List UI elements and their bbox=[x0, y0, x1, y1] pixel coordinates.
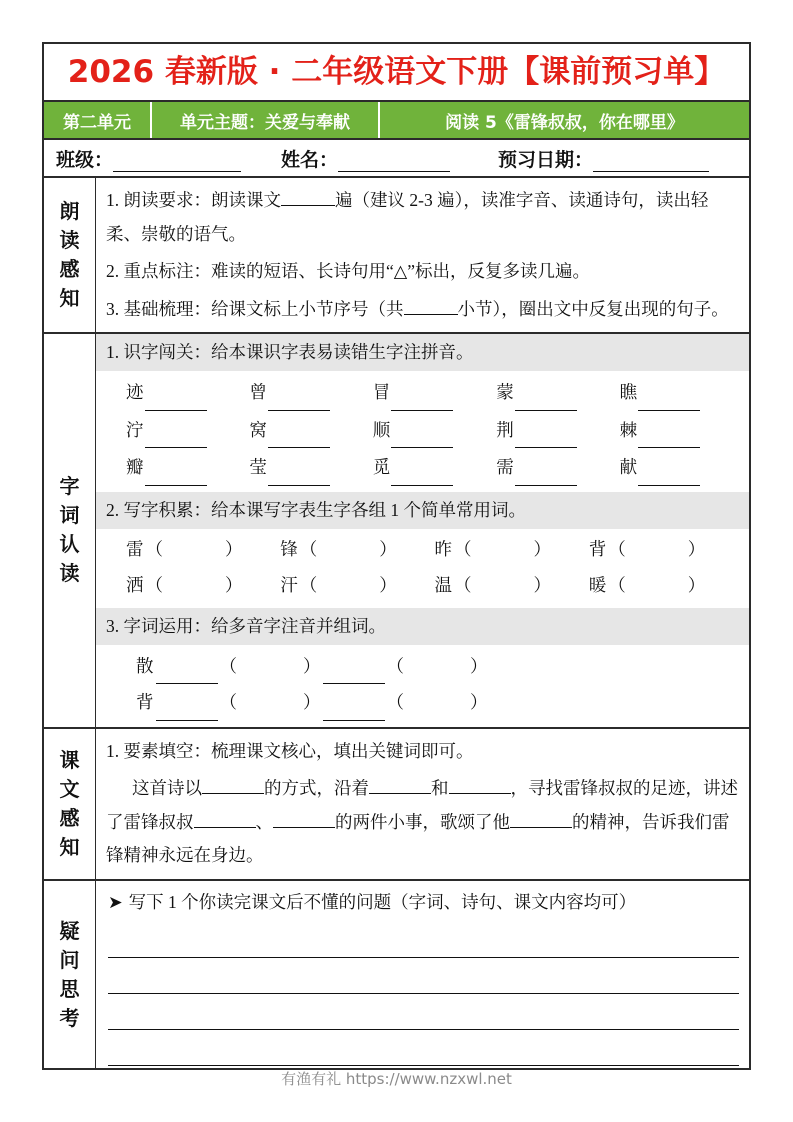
cloze-text: 的两件小事，歌颂了他 bbox=[335, 811, 510, 832]
pinyin-blank[interactable] bbox=[323, 668, 385, 684]
word-formation-item[interactable]: 暖 （ ） bbox=[588, 574, 706, 595]
section-label-char: 课 bbox=[59, 747, 80, 772]
character-blank-item[interactable] bbox=[373, 375, 496, 411]
character: 背 bbox=[136, 692, 154, 713]
date-input-line[interactable] bbox=[593, 156, 709, 172]
title-row bbox=[44, 44, 749, 102]
question-prompt-text: 写下 1 个你读完课文后不懂的问题（字词、诗句、课文内容均可） bbox=[128, 891, 637, 912]
pinyin-blank[interactable] bbox=[145, 432, 207, 448]
section-vocabulary bbox=[44, 334, 749, 728]
character: 瓣 bbox=[126, 457, 144, 478]
character-blank-item[interactable] bbox=[373, 450, 496, 486]
task-text: 遍（建议 2-3 遍），读准字音、读通诗句，读出轻柔、崇敬的语气。 bbox=[106, 190, 709, 244]
character: 曾 bbox=[249, 381, 267, 402]
pinyin-blank[interactable] bbox=[268, 432, 330, 448]
cloze-blank[interactable] bbox=[369, 778, 431, 794]
date-label: 预习日期： bbox=[498, 148, 594, 171]
character: 洒 bbox=[126, 574, 144, 595]
character-blank-item[interactable] bbox=[620, 375, 743, 411]
pinyin-blank[interactable] bbox=[515, 470, 577, 486]
character-blank-item[interactable] bbox=[496, 375, 619, 411]
question-prompt bbox=[96, 881, 749, 922]
section-label-char: 知 bbox=[59, 834, 80, 859]
section-label-char: 读 bbox=[59, 228, 80, 253]
character: 迹 bbox=[126, 381, 144, 402]
character: 需 bbox=[496, 457, 514, 478]
character-pinyin-grid bbox=[96, 371, 749, 493]
character-blank-item[interactable] bbox=[126, 413, 249, 449]
cloze-text: 这首诗以 bbox=[132, 778, 202, 799]
pinyin-blank[interactable] bbox=[391, 395, 453, 411]
word-formation-item[interactable]: 昨 （ ） bbox=[434, 538, 551, 559]
class-label: 班级： bbox=[56, 148, 114, 171]
cloze-text: 和 bbox=[431, 778, 449, 799]
character: 散 bbox=[136, 655, 154, 676]
arrow-icon: ➤ bbox=[108, 891, 123, 912]
word-formation-item[interactable]: 温 （ ） bbox=[434, 574, 551, 595]
pinyin-blank[interactable] bbox=[156, 705, 218, 721]
section-text-comprehension bbox=[44, 729, 749, 881]
section-body-reading-perception bbox=[96, 178, 749, 332]
banner-theme-label: 单元主题：关爱与奉献 bbox=[152, 102, 380, 138]
task-text: 1. 要素填空：梳理课文核心，填出关键词即可。 bbox=[106, 740, 474, 761]
word-formation-grid bbox=[96, 529, 749, 609]
pinyin-blank[interactable] bbox=[391, 432, 453, 448]
character: 锋 bbox=[280, 538, 298, 559]
name-label: 姓名： bbox=[281, 148, 339, 171]
character: 汗 bbox=[280, 574, 298, 595]
worksheet-table bbox=[42, 42, 751, 1070]
character-blank-item[interactable] bbox=[620, 413, 743, 449]
banner-unit-label: 第二单元 bbox=[44, 102, 152, 138]
character-blank-item[interactable] bbox=[496, 413, 619, 449]
character-blank-item[interactable] bbox=[249, 413, 372, 449]
word-formation-item[interactable]: 锋 （ ） bbox=[280, 538, 397, 559]
page-title: 2026 春新版 · 二年级语文下册【课前预习单】 bbox=[67, 53, 726, 90]
character-blank-item[interactable] bbox=[496, 450, 619, 486]
banner-lesson-label: 阅读 5《雷锋叔叔，你在哪里》 bbox=[380, 102, 749, 138]
section-label-char: 问 bbox=[59, 947, 80, 972]
section-label-char: 考 bbox=[59, 1005, 80, 1030]
character: 献 bbox=[619, 457, 638, 478]
cloze-blank[interactable] bbox=[510, 812, 572, 828]
character: 蒙 bbox=[496, 381, 514, 402]
task-heading-pinyin: 1. 识字闯关：给本课识字表易读错生字注拼音。 bbox=[96, 334, 749, 370]
footer-watermark: 有渔有礼 https://www.nzxwl.net bbox=[281, 1070, 512, 1088]
name-input-line[interactable] bbox=[338, 156, 450, 172]
cloze-text: 的精神，告诉我们雷锋精神永远在身边。 bbox=[106, 811, 730, 866]
section-label-char: 感 bbox=[59, 805, 80, 830]
section-reading-perception bbox=[44, 178, 749, 334]
character: 暖 bbox=[588, 574, 607, 595]
answer-line[interactable] bbox=[108, 958, 739, 994]
section-label-char: 文 bbox=[59, 776, 80, 801]
section-label-char: 读 bbox=[59, 561, 80, 586]
character: 荆 bbox=[496, 419, 514, 440]
inline-blank[interactable] bbox=[404, 299, 458, 315]
task-text: 2. 重点标注：难读的短语、长诗句用“△”标出，反复多读几遍。 bbox=[106, 261, 590, 282]
character: 瞧 bbox=[619, 381, 638, 402]
cloze-paragraph bbox=[96, 770, 749, 879]
section-body-questions bbox=[96, 881, 749, 1068]
section-label-vocabulary bbox=[44, 334, 96, 726]
cloze-blank[interactable] bbox=[194, 812, 256, 828]
task-heading-writing: 2. 写字积累：给本课写字表生字各组 1 个简单常用词。 bbox=[96, 492, 749, 528]
character: 昨 bbox=[434, 538, 452, 559]
section-label-char: 认 bbox=[59, 532, 80, 557]
answer-line[interactable] bbox=[108, 1030, 739, 1066]
pinyin-blank[interactable] bbox=[638, 395, 700, 411]
pinyin-blank[interactable] bbox=[268, 395, 330, 411]
cloze-blank[interactable] bbox=[202, 778, 264, 794]
character: 顺 bbox=[372, 419, 391, 440]
unit-banner bbox=[44, 102, 749, 140]
character: 雷 bbox=[126, 538, 144, 559]
character: 觅 bbox=[372, 457, 391, 478]
task-item bbox=[96, 178, 749, 253]
character-blank-item[interactable] bbox=[249, 375, 372, 411]
inline-blank[interactable] bbox=[281, 190, 335, 206]
pinyin-blank[interactable] bbox=[515, 395, 577, 411]
task-heading-polyphone: 3. 字词运用：给多音字注音并组词。 bbox=[96, 608, 749, 644]
character: 莹 bbox=[249, 457, 267, 478]
cloze-text: ，寻找雷锋叔叔的足迹，讲述了雷锋叔叔 bbox=[106, 778, 738, 832]
date-field[interactable] bbox=[498, 145, 709, 172]
character: 温 bbox=[434, 574, 452, 595]
pinyin-blank[interactable] bbox=[515, 432, 577, 448]
character: 泞 bbox=[126, 419, 144, 440]
cloze-text: 的方式，沿着 bbox=[264, 778, 369, 799]
character-blank-item[interactable] bbox=[620, 450, 743, 486]
pinyin-blank[interactable] bbox=[323, 705, 385, 721]
word-formation-item[interactable]: 汗 （ ） bbox=[280, 574, 397, 595]
word-formation-item[interactable]: 背 （ ） bbox=[588, 538, 706, 559]
section-body-text-comprehension bbox=[96, 729, 749, 879]
answer-lines bbox=[96, 922, 749, 1068]
pinyin-blank[interactable] bbox=[638, 432, 700, 448]
name-field[interactable] bbox=[281, 145, 450, 172]
task-text: 1. 朗读要求：朗读课文 bbox=[106, 190, 281, 210]
word-formation-item[interactable]: 雷 （ ） bbox=[126, 538, 243, 559]
answer-line[interactable] bbox=[108, 922, 739, 958]
section-label-char: 朗 bbox=[59, 199, 80, 224]
section-label-char: 知 bbox=[59, 286, 80, 311]
section-label-text-comprehension bbox=[44, 729, 96, 879]
section-label-char: 字 bbox=[59, 474, 80, 499]
task-item bbox=[96, 729, 749, 771]
section-label-char: 词 bbox=[59, 503, 80, 528]
character-blank-item[interactable] bbox=[373, 413, 496, 449]
class-input-line[interactable] bbox=[113, 156, 241, 172]
character-blank-item[interactable] bbox=[126, 375, 249, 411]
task-text: 小节），圈出文中反复出现的句子。 bbox=[457, 298, 729, 319]
task-text: 3. 基础梳理：给课文标上小节序号（共 bbox=[106, 298, 404, 319]
section-label-char: 感 bbox=[59, 257, 80, 282]
answer-line[interactable] bbox=[108, 994, 739, 1030]
character: 棘 bbox=[619, 419, 638, 440]
pinyin-blank[interactable] bbox=[268, 470, 330, 486]
student-info-row bbox=[44, 140, 749, 178]
pinyin-blank[interactable] bbox=[638, 470, 700, 486]
pinyin-blank[interactable] bbox=[156, 668, 218, 684]
polyphone-item[interactable]: 散 （ ） （ ） bbox=[136, 648, 743, 684]
section-label-questions bbox=[44, 881, 96, 1068]
character: 背 bbox=[588, 538, 607, 559]
section-questions bbox=[44, 881, 749, 1068]
character: 窝 bbox=[249, 419, 267, 440]
pinyin-blank[interactable] bbox=[145, 470, 207, 486]
polyphone-item[interactable]: 背 （ ） （ ） bbox=[136, 684, 743, 720]
word-formation-item[interactable]: 洒 （ ） bbox=[126, 574, 243, 595]
cloze-blank[interactable] bbox=[273, 812, 335, 828]
section-label-char: 思 bbox=[59, 976, 80, 1001]
task-item bbox=[96, 291, 749, 333]
pinyin-blank[interactable] bbox=[391, 470, 453, 486]
character-blank-item[interactable] bbox=[249, 450, 372, 486]
class-field[interactable] bbox=[56, 145, 241, 172]
cloze-text: 、 bbox=[255, 811, 273, 832]
pinyin-blank[interactable] bbox=[145, 395, 207, 411]
task-item bbox=[96, 253, 749, 291]
section-body-vocabulary bbox=[96, 334, 749, 726]
section-label-char: 疑 bbox=[59, 918, 80, 943]
section-label-reading-perception bbox=[44, 178, 96, 332]
character-blank-item[interactable] bbox=[126, 450, 249, 486]
polyphone-list bbox=[96, 645, 749, 727]
character: 冒 bbox=[372, 381, 391, 402]
cloze-blank[interactable] bbox=[449, 778, 511, 794]
